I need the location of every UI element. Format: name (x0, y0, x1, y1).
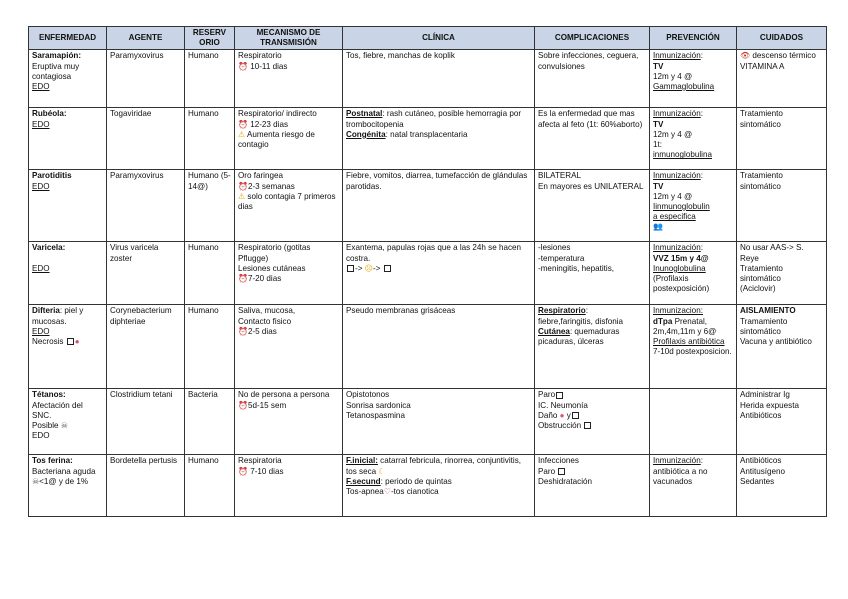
table-row (29, 242, 827, 305)
warning-icon: ⚠ (238, 191, 246, 201)
cell-enfermedad: Saramapión: Eruptiva muy contagiosa EDO (29, 50, 107, 108)
col-reservorio: RESERV ORIO (185, 27, 235, 50)
col-prevencion: PREVENCIÓN (650, 27, 737, 50)
square-icon (558, 468, 565, 475)
alarm-clock-icon: ⏰ (238, 181, 248, 191)
cell-agente: Togaviridae (107, 108, 185, 170)
table-row (29, 455, 827, 517)
sick-face-icon: ☹ (364, 263, 374, 273)
cell-clinica: Exantema, papulas rojas que a las 24h se hacen costra. -> ☹-> (343, 242, 535, 305)
cell-enfermedad: Difteria: piel y mucosas. EDO Necrosis ● (29, 305, 107, 389)
cell-mecanismo: Respiratorio/ indirecto ⏰ 12-23 dias ⚠ Aumenta riesgo de contagio (235, 108, 343, 170)
cell-agente: Bordetella pertusis (107, 455, 185, 517)
cell-cuidados: AISLAMIENTO Tramamiento sintomático Vacuna y antibiótico (737, 305, 827, 389)
cell-enfermedad: Tos ferina: Bacteriana aguda ☠<1@ y de 1% (29, 455, 107, 517)
table-row (29, 389, 827, 455)
table-row (29, 170, 827, 242)
table-row (29, 305, 827, 389)
cell-mecanismo: Respiratorio ⏰ 10-11 dias (235, 50, 343, 108)
cell-agente: Corynebacterium diphteriae (107, 305, 185, 389)
cell-prevencion: Inmunización: VVZ 15m y 4@ Inunoglobulina (Profilaxis postexposición) (650, 242, 737, 305)
cell-enfermedad: Varicela: EDO (29, 242, 107, 305)
cell-complicaciones: Paro IC. Neumonía Daño ● y Obstrucción (535, 389, 650, 455)
alarm-clock-icon: ⏰ (238, 466, 248, 476)
skull-icon: ☠ (60, 421, 68, 431)
cell-enfermedad: Rubéola: EDO (29, 108, 107, 170)
header-row (29, 27, 827, 50)
heart-icon: ♡ (383, 487, 391, 497)
cell-reservorio: Humano (185, 455, 235, 517)
warning-icon: ⚠ (238, 129, 246, 139)
col-enfermedad: ENFERMEDAD (29, 27, 107, 50)
square-icon (572, 412, 579, 419)
lungs-icon: ● (559, 410, 565, 420)
eye-icon: 👁 (740, 51, 751, 61)
cell-mecanismo: Saliva, mucosa, Contacto fisico ⏰2-5 dias (235, 305, 343, 389)
col-complicaciones: COMPLICACIONES (535, 27, 650, 50)
cell-mecanismo: Oro faringea ⏰2-3 semanas ⚠ solo contagia 7 primeros dias (235, 170, 343, 242)
cell-reservorio: Humano (185, 242, 235, 305)
cell-reservorio: Humano (5-14@) (185, 170, 235, 242)
cell-complicaciones: -lesiones -temperatura -meningitis, hepatitis, (535, 242, 650, 305)
cell-clinica: Tos, fiebre, manchas de koplik (343, 50, 535, 108)
people-icon: 👥 (653, 222, 663, 232)
cell-agente: Clostridium tetani (107, 389, 185, 455)
col-agente: AGENTE (107, 27, 185, 50)
cell-cuidados: 👁 descenso térmico VITAMINA A (737, 50, 827, 108)
cell-cuidados: Tratamiento sintomático (737, 108, 827, 170)
table-row (29, 108, 827, 170)
col-clinica: CLÍNICA (343, 27, 535, 50)
cell-clinica: Opistotonos Sonrisa sardonica Tetanospasmina (343, 389, 535, 455)
cell-complicaciones: BILATERAL En mayores es UNILATERAL (535, 170, 650, 242)
lungs-icon: ● (74, 337, 80, 347)
skull-icon: ☠ (32, 476, 40, 486)
cell-clinica: Fiebre, vomitos, diarrea, tumefacción de glándulas parotidas. (343, 170, 535, 242)
cell-agente: Virus varicela zoster (107, 242, 185, 305)
square-icon (584, 422, 591, 429)
cell-reservorio: Bacteria (185, 389, 235, 455)
cell-prevencion: Inmunización: TV 12m y 4 @ 1t: inmunoglobulina (650, 108, 737, 170)
cell-reservorio: Humano (185, 108, 235, 170)
square-icon (347, 265, 354, 272)
table-row (29, 50, 827, 108)
alarm-clock-icon: ⏰ (238, 119, 248, 129)
diseases-table (28, 26, 827, 517)
col-cuidados: CUIDADOS (737, 27, 827, 50)
cell-prevencion: Inmunización: TV 12m y 4 @ Iinmunoglobulin a especifica 👥 (650, 170, 737, 242)
cell-clinica: Pseudo membranas grisáceas (343, 305, 535, 389)
cell-cuidados: Tratamiento sintomático (737, 170, 827, 242)
cell-complicaciones: Es la enfermedad que mas afecta al feto (1t: 60%aborto) (535, 108, 650, 170)
cell-prevencion: Inmunización: TV 12m y 4 @ Gammaglobulina (650, 50, 737, 108)
cell-prevencion (650, 389, 737, 455)
cell-cuidados: Administrar Ig Herida expuesta Antibióticos (737, 389, 827, 455)
cell-cuidados: No usar AAS-> S. Reye Tratamiento sintomático (Aciclovir) (737, 242, 827, 305)
cell-clinica: Postnatal: rash cutáneo, posible hemorragia por trombocitopenia Congénita: natal transplacentaria (343, 108, 535, 170)
alarm-clock-icon: ⏰ (238, 61, 248, 71)
moon-icon: ☾ (378, 466, 386, 476)
square-icon (384, 265, 391, 272)
alarm-clock-icon: ⏰ (238, 274, 248, 284)
cell-complicaciones: Infecciones Paro Deshidratación (535, 455, 650, 517)
cell-reservorio: Humano (185, 50, 235, 108)
cell-mecanismo: Respiratorio (gotitas Pflugge) Lesiones cutáneas ⏰7-20 dias (235, 242, 343, 305)
cell-prevencion: Inmunización: antibiótica a no vacunados (650, 455, 737, 517)
cell-mecanismo: Respiratoria ⏰ 7-10 dias (235, 455, 343, 517)
cell-cuidados: Antibióticos Antitusígeno Sedantes (737, 455, 827, 517)
cell-prevencion: Inmunizacion: dTpa Prenatal, 2m,4m,11m y 6@ Profilaxis antibiótica 7-10d postexposicion. (650, 305, 737, 389)
cell-mecanismo: No de persona a persona ⏰5d-15 sem (235, 389, 343, 455)
cell-agente: Paramyxovirus (107, 50, 185, 108)
cell-enfermedad: Tétanos: Afectación del SNC. Posible ☠ EDO (29, 389, 107, 455)
cell-agente: Paramyxovirus (107, 170, 185, 242)
col-mecanismo: MECANISMO DE TRANSMISIÓN (235, 27, 343, 50)
square-icon (556, 392, 563, 399)
cell-complicaciones: Respiratorio: fiebre,faringitis, disfonia Cutánea: quemaduras picaduras, úlceras (535, 305, 650, 389)
cell-enfermedad: Parotiditis EDO (29, 170, 107, 242)
alarm-clock-icon: ⏰ (238, 400, 248, 410)
cell-complicaciones: Sobre infecciones, ceguera, convulsiones (535, 50, 650, 108)
cell-reservorio: Humano (185, 305, 235, 389)
square-icon (67, 338, 74, 345)
cell-clinica: F.inicial: catarral febricula, rinorrea, conjuntivitis, tos seca ☾ F.secund: periodo de quintas Tos-apnea♡-tos cianotica (343, 455, 535, 517)
alarm-clock-icon: ⏰ (238, 326, 248, 336)
